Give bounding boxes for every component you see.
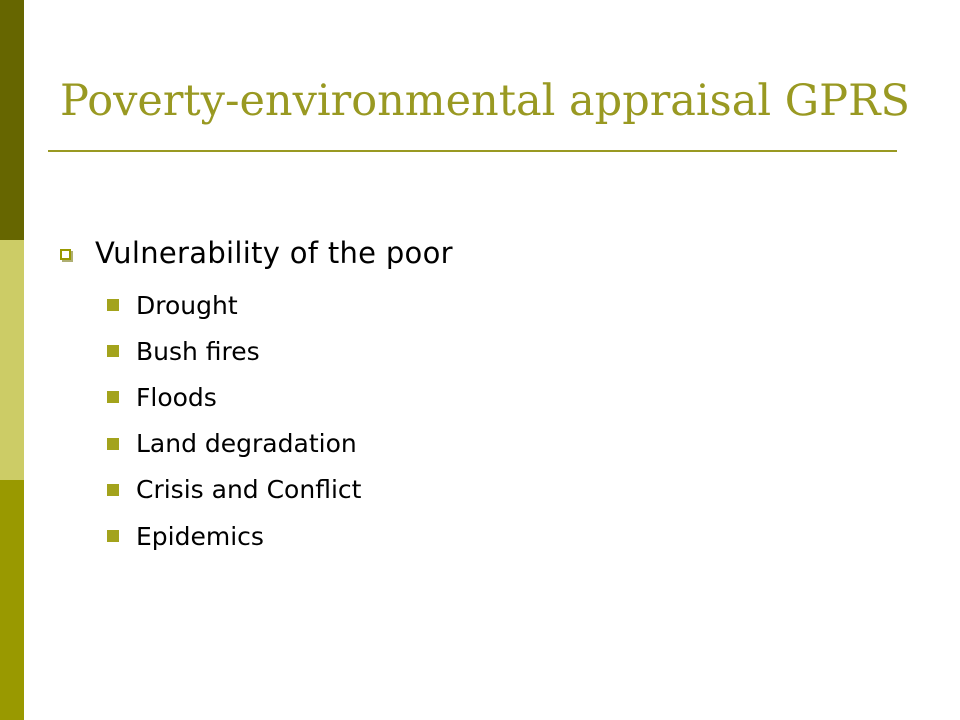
sub-bullet-item xyxy=(107,513,361,559)
sub-bullet-text: Land degradation xyxy=(136,429,357,459)
filled-square-bullet-icon xyxy=(107,530,119,542)
filled-square-bullet-icon xyxy=(107,345,119,357)
sub-bullet-item xyxy=(107,421,361,467)
sub-bullet-list xyxy=(107,282,361,559)
sub-bullet-text: Floods xyxy=(136,382,217,412)
filled-square-bullet-icon xyxy=(107,299,119,311)
hollow-square-bullet-icon xyxy=(60,249,71,260)
sidebar-band-top xyxy=(0,0,24,240)
sub-bullet-text: Bush fires xyxy=(136,336,260,366)
filled-square-bullet-icon xyxy=(107,391,119,403)
sub-bullet-item xyxy=(107,328,361,374)
slide-title: Poverty-environmental appraisal GPRS xyxy=(60,76,910,126)
filled-square-bullet-icon xyxy=(107,484,119,496)
sub-bullet-item xyxy=(107,282,361,328)
sidebar-band-middle xyxy=(0,240,24,480)
title-underline-rule xyxy=(48,150,897,152)
sub-bullet-text: Drought xyxy=(136,290,238,320)
main-bullet-text: Vulnerability of the poor xyxy=(95,236,453,270)
sub-bullet-item xyxy=(107,467,361,513)
sub-bullet-text: Crisis and Conflict xyxy=(136,475,362,505)
sub-bullet-text: Epidemics xyxy=(136,521,264,551)
sub-bullet-item xyxy=(107,374,361,420)
slide-sidebar-bar xyxy=(0,0,24,720)
filled-square-bullet-icon xyxy=(107,438,119,450)
main-bullet-item xyxy=(60,233,453,273)
sidebar-band-bottom xyxy=(0,480,24,720)
